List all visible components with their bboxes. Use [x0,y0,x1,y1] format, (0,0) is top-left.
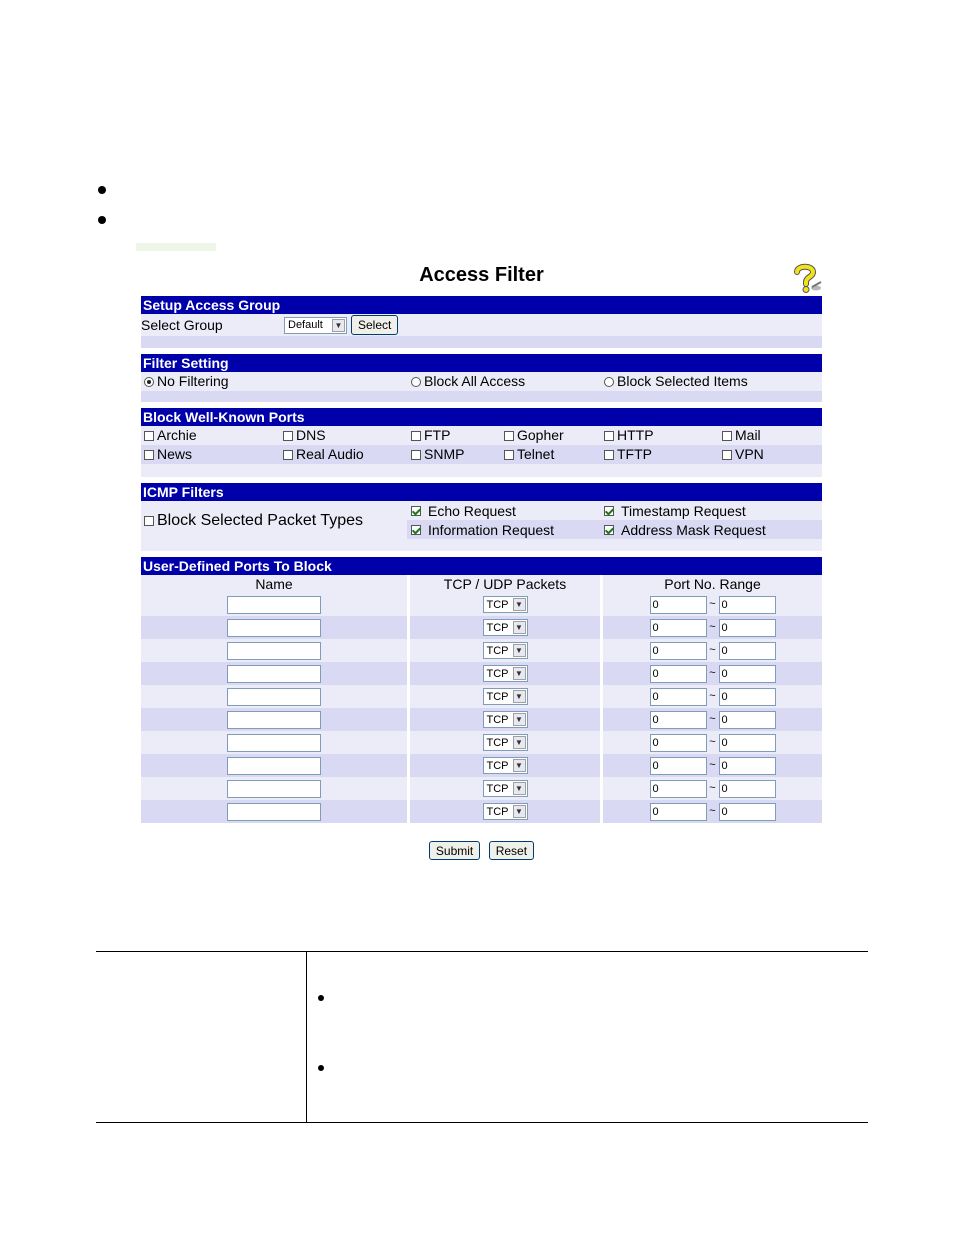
protocol-select-value: TCP [486,805,509,818]
doc-bullet [98,186,106,194]
port-from-input[interactable]: 0 [650,642,707,660]
range-separator: ~ [709,736,716,749]
checkbox-tftp[interactable] [604,450,614,460]
range-separator: ~ [709,644,716,657]
port-label: TFTP [617,446,652,462]
range-separator: ~ [709,805,716,818]
chevron-down-icon: ▼ [513,782,526,795]
icmp-filters-header: ICMP Filters [141,483,822,501]
port-from-input[interactable]: 0 [650,780,707,798]
protocol-select-value: TCP [486,736,509,749]
name-cell [141,662,409,685]
port-range-cell [602,800,823,823]
chevron-down-icon: ▼ [513,736,526,749]
chevron-down-icon: ▼ [332,319,345,332]
chevron-down-icon: ▼ [513,805,526,818]
port-to-input[interactable]: 0 [719,757,776,775]
name-cell [141,708,409,731]
port-to-input[interactable]: 0 [719,734,776,752]
chevron-down-icon: ▼ [513,667,526,680]
section-spacer [141,336,822,348]
section-spacer [141,464,822,477]
port-label: Real Audio [296,446,364,462]
protocol-select-value: TCP [486,713,509,726]
block-packet-types-label: Block Selected Packet Types [157,511,364,529]
port-name-input[interactable] [227,757,321,775]
section-spacer [141,391,822,402]
access-filter-panel [141,258,822,860]
checkbox-snmp[interactable] [411,450,421,460]
name-cell [141,731,409,754]
protocol-select[interactable] [483,688,528,705]
port-to-input[interactable]: 0 [719,803,776,821]
checkbox-echo-request[interactable] [411,506,421,516]
table-divider [306,952,307,1122]
port-from-input[interactable]: 0 [650,688,707,706]
icmp-type-label: Information Request [428,521,555,538]
port-name-input[interactable] [227,711,321,729]
block-selected-items-label: Block Selected Items [617,373,748,389]
protocol-select-value: TCP [486,782,509,795]
packets-cell [409,639,602,662]
protocol-select[interactable] [483,665,528,682]
chevron-down-icon: ▼ [513,713,526,726]
range-separator: ~ [709,782,716,795]
port-range-cell [602,754,823,777]
name-cell [141,777,409,800]
port-name-input[interactable] [227,734,321,752]
filter-setting-row [141,372,822,391]
table-row [141,731,822,754]
packets-cell [409,593,602,616]
port-range-cell [602,685,823,708]
protocol-select-value: TCP [486,644,509,657]
protocol-select-value: TCP [486,690,509,703]
table-row [141,593,822,616]
packets-cell [409,777,602,800]
ports-table-body [141,593,822,823]
select-group-row [141,314,822,336]
port-name-input[interactable] [227,780,321,798]
user-defined-ports-header: User-Defined Ports To Block [141,557,822,575]
port-range-cell [602,616,823,639]
port-name-input[interactable] [227,688,321,706]
chevron-down-icon: ▼ [513,621,526,634]
checkbox-archie[interactable] [144,431,154,441]
chevron-down-icon: ▼ [513,690,526,703]
name-cell [141,685,409,708]
port-name-input[interactable] [227,665,321,683]
port-from-input[interactable]: 0 [650,665,707,683]
checkbox-block-packet-types[interactable] [144,516,154,526]
setup-access-group-header: Setup Access Group [141,296,822,314]
help-question-icon[interactable] [788,261,822,293]
name-cell [141,593,409,616]
name-cell [141,639,409,662]
range-separator: ~ [709,667,716,680]
name-cell [141,616,409,639]
checkbox-gopher[interactable] [504,431,514,441]
port-from-input[interactable]: 0 [650,596,707,614]
port-range-cell [602,662,823,685]
group-select-value: Default [288,318,323,331]
port-from-input[interactable]: 0 [650,711,707,729]
radio-block-selected-items[interactable] [604,377,614,387]
port-to-input[interactable]: 0 [719,619,776,637]
port-name-input[interactable] [227,803,321,821]
block-all-access-label: Block All Access [424,373,526,389]
port-to-input[interactable]: 0 [719,780,776,798]
chevron-down-icon: ▼ [513,598,526,611]
well-known-ports-row-2 [141,445,822,464]
checkbox-timestamp-request[interactable] [604,506,614,516]
select-group-button[interactable]: Select [351,315,398,335]
icmp-filters-block [141,501,822,539]
port-name-input[interactable] [227,619,321,637]
well-known-ports-row-1 [141,426,822,445]
icmp-type-label: Timestamp Request [621,502,746,519]
protocol-select[interactable] [483,711,528,728]
table-row [141,777,822,800]
radio-block-all-access[interactable] [411,377,421,387]
select-group-label: Select Group [141,316,223,333]
table-row [141,708,822,731]
port-name-input[interactable] [227,596,321,614]
checkbox-information-request[interactable] [411,525,421,535]
range-separator: ~ [709,759,716,772]
doc-bullet [318,1065,324,1071]
chevron-down-icon: ▼ [513,759,526,772]
table-row [141,754,822,777]
packets-cell [409,800,602,823]
range-separator: ~ [709,598,716,611]
protocol-select-value: TCP [486,667,509,680]
table-row [141,685,822,708]
port-range-cell [602,731,823,754]
port-label: SNMP [424,446,465,462]
no-filtering-label: No Filtering [157,373,229,389]
checkbox-ftp[interactable] [411,431,421,441]
table-row [141,662,822,685]
doc-bullet [98,216,106,224]
chevron-down-icon: ▼ [513,644,526,657]
port-label: HTTP [617,427,654,443]
port-to-input[interactable]: 0 [719,642,776,660]
protocol-select[interactable] [483,803,528,820]
port-range-cell [602,639,823,662]
protocol-select[interactable] [483,780,528,797]
port-label: Gopher [517,427,564,443]
radio-no-filtering[interactable] [144,377,154,387]
port-range-cell [602,593,823,616]
form-buttons [141,841,822,860]
protocol-select[interactable] [483,596,528,613]
column-header-name: Name [141,575,409,593]
protocol-select[interactable] [483,642,528,659]
section-spacer [141,539,822,551]
port-from-input[interactable]: 0 [650,757,707,775]
port-to-input[interactable]: 0 [719,665,776,683]
port-label: FTP [424,427,451,443]
protocol-select[interactable] [483,734,528,751]
packets-cell [409,754,602,777]
table-row [141,800,822,823]
port-to-input[interactable]: 0 [719,596,776,614]
icmp-type-label: Echo Request [428,502,516,519]
port-label: DNS [296,427,326,443]
filter-setting-header: Filter Setting [141,354,822,372]
checkbox-dns[interactable] [283,431,293,441]
port-range-cell [602,708,823,731]
packets-cell [409,708,602,731]
group-select[interactable] [284,317,347,334]
reset-button[interactable]: Reset [489,841,534,860]
checkbox-mail[interactable] [722,431,732,441]
checkbox-news[interactable] [144,450,154,460]
packets-cell [409,731,602,754]
checkbox-address-mask-request[interactable] [604,525,614,535]
port-label: VPN [735,446,764,462]
range-separator: ~ [709,621,716,634]
faint-mark [136,243,216,251]
table-row [141,616,822,639]
description-table [96,951,868,1123]
submit-button[interactable]: Submit [429,841,480,860]
port-from-input[interactable]: 0 [650,803,707,821]
packets-cell [409,662,602,685]
name-cell [141,800,409,823]
column-header-port-range: Port No. Range [602,575,823,593]
page-title: Access Filter [419,264,544,286]
protocol-select-value: TCP [486,621,509,634]
port-range-cell [602,777,823,800]
title-row [141,258,822,296]
range-separator: ~ [709,713,716,726]
checkbox-real-audio[interactable] [283,450,293,460]
icmp-type-label: Address Mask Request [621,521,766,538]
checkbox-vpn[interactable] [722,450,732,460]
port-name-input[interactable] [227,642,321,660]
checkbox-telnet[interactable] [504,450,514,460]
protocol-select-value: TCP [486,598,509,611]
port-to-input[interactable]: 0 [719,688,776,706]
range-separator: ~ [709,690,716,703]
protocol-select-value: TCP [486,759,509,772]
port-label: Telnet [517,446,555,462]
column-header-packets: TCP / UDP Packets [409,575,602,593]
checkbox-http[interactable] [604,431,614,441]
port-from-input[interactable]: 0 [650,734,707,752]
name-cell [141,754,409,777]
table-row [141,639,822,662]
well-known-ports-header: Block Well-Known Ports [141,408,822,426]
packets-cell [409,685,602,708]
packets-cell [409,616,602,639]
protocol-select[interactable] [483,757,528,774]
port-label: News [157,446,193,462]
user-defined-ports-table [141,575,822,823]
port-label: Mail [735,427,761,443]
port-to-input[interactable]: 0 [719,711,776,729]
port-label: Archie [157,427,197,443]
port-from-input[interactable]: 0 [650,619,707,637]
protocol-select[interactable] [483,619,528,636]
doc-bullet [318,995,324,1001]
